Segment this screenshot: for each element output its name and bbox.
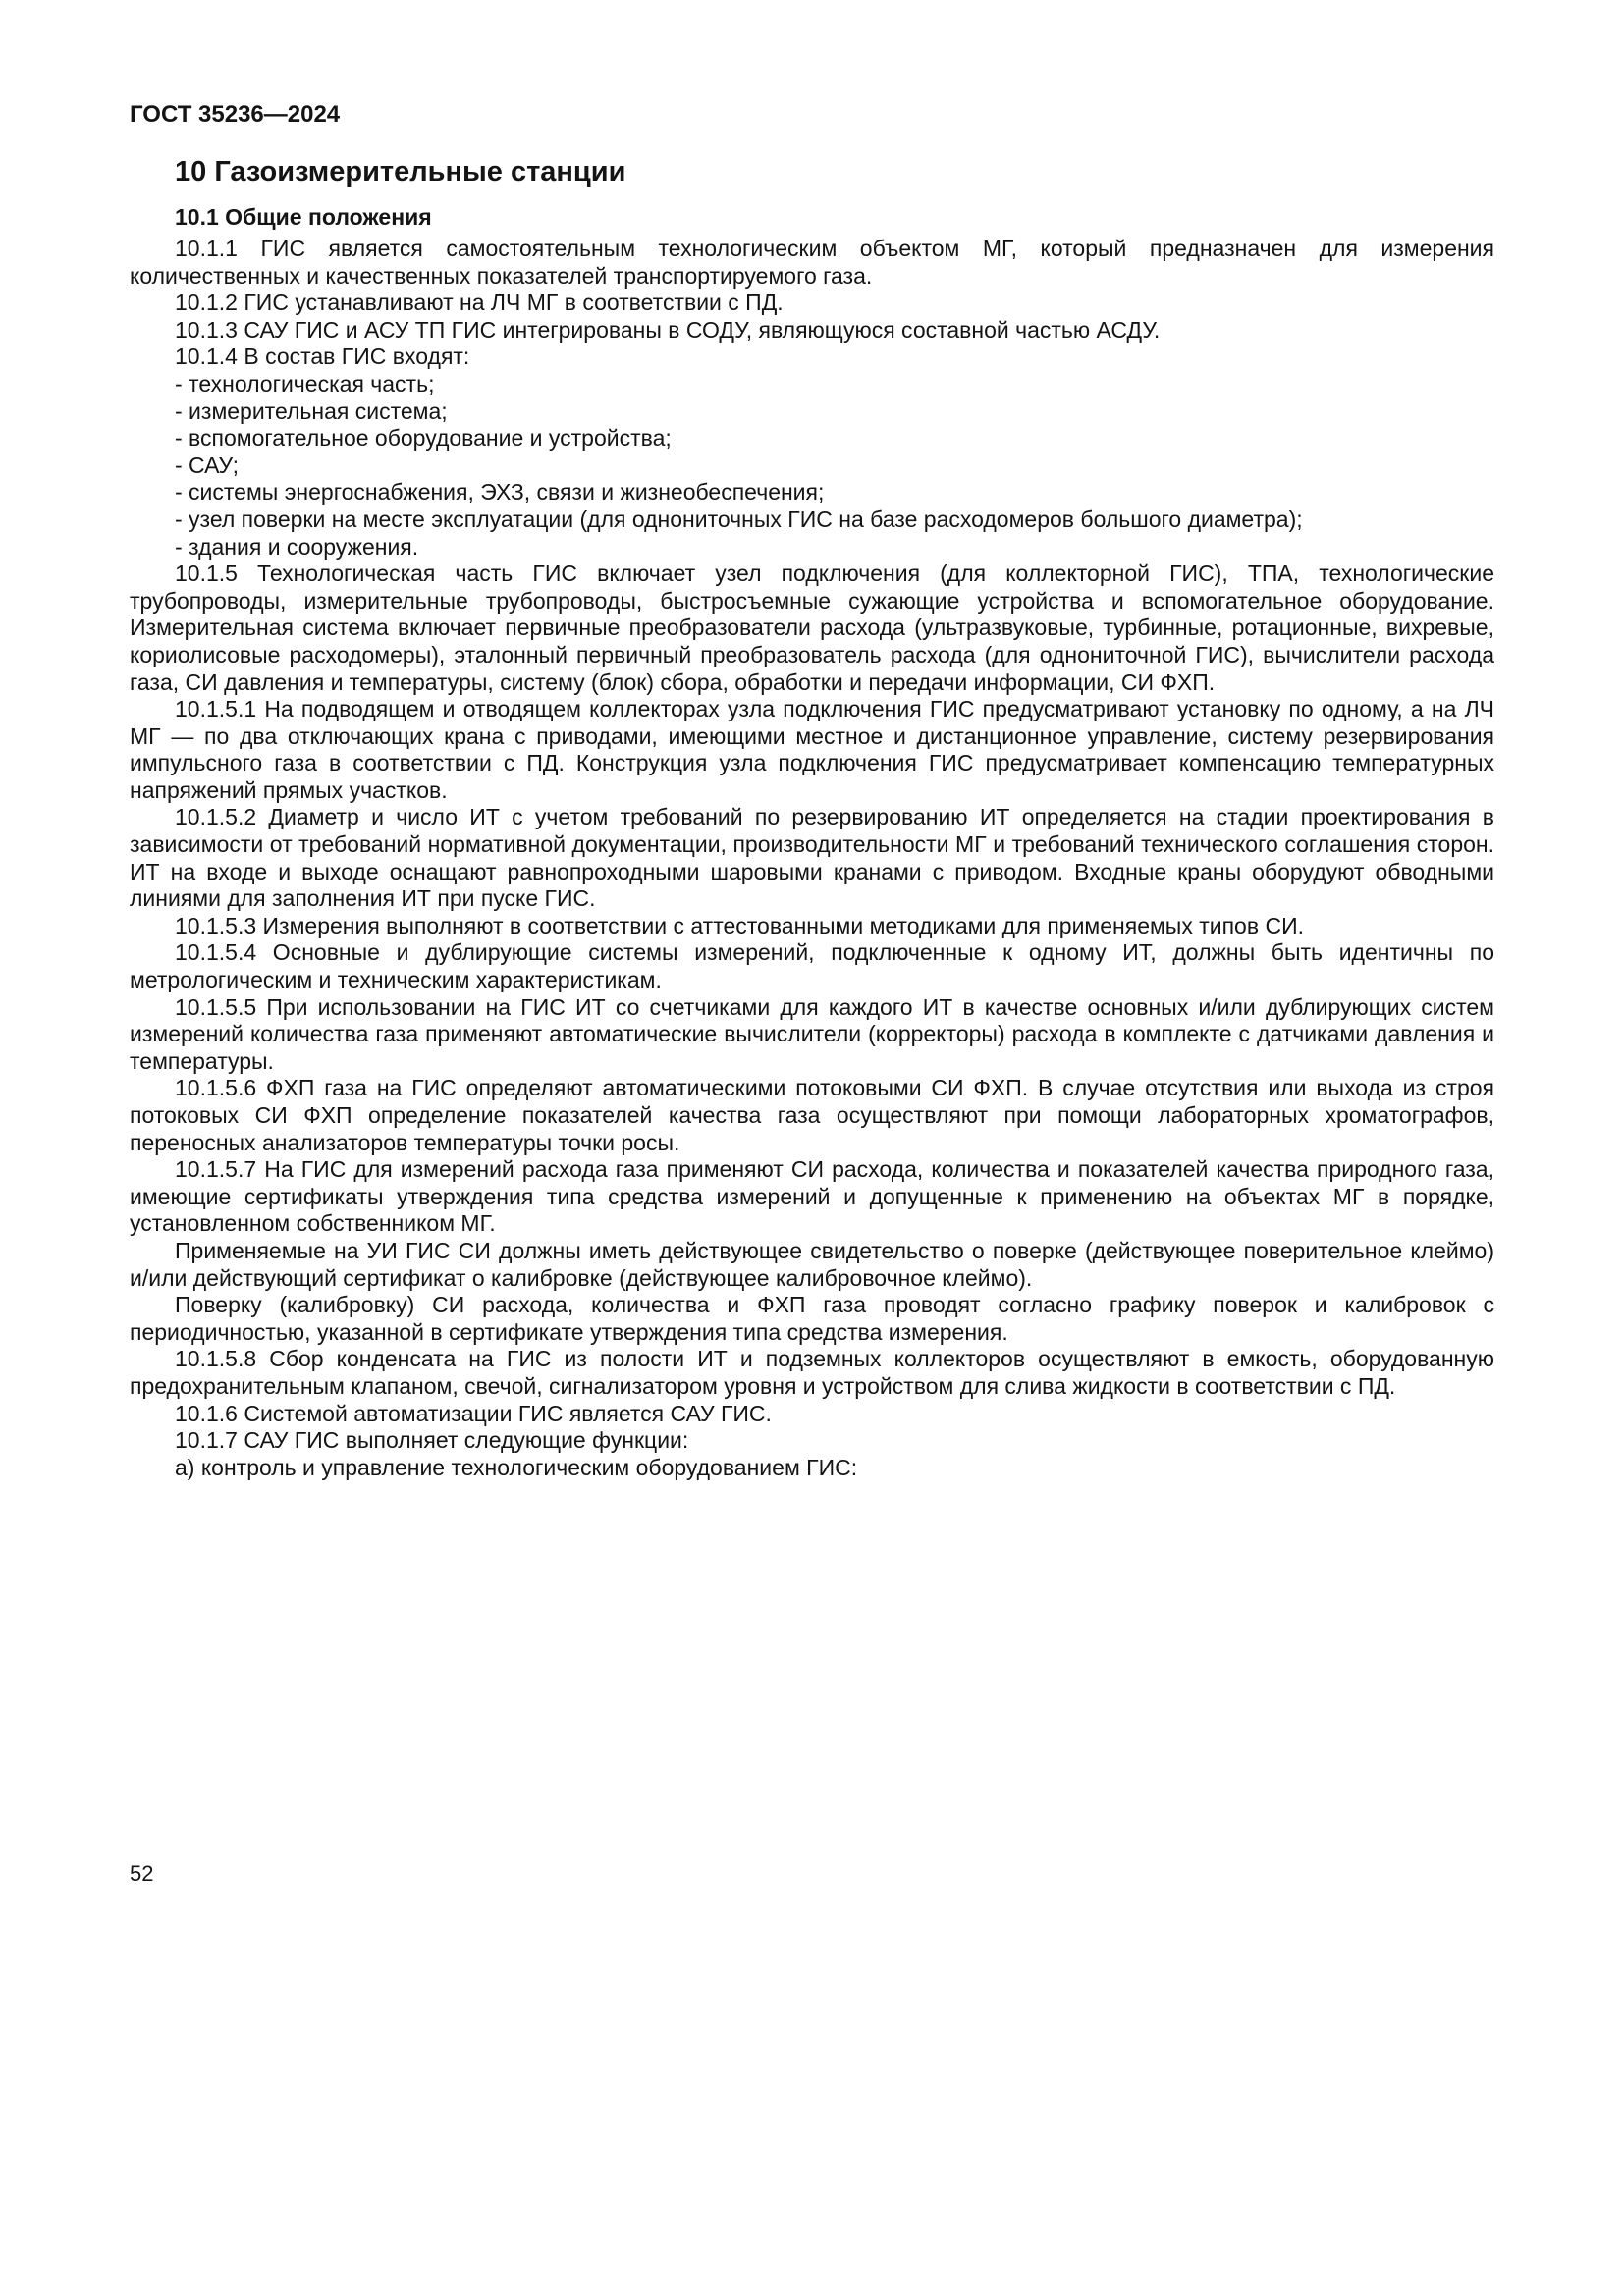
list-item: - технологическая часть; — [175, 370, 435, 397]
list-item: - САУ; — [175, 452, 239, 478]
clause-10-1-5-5: 10.1.5.5 При использовании на ГИС ИТ со счетчиками для каждого ИТ в качестве основных и/или дублирующих систем измерений количества газа применяют автоматические вычислители (корректоры) расхода в комплекте с датчиками давления и температуры. — [130, 993, 1494, 1074]
clause-continuation: Поверку (калибровку) СИ расхода, количества и ФХП газа проводят согласно графику поверок и калибровок с периодичностью, указанной в сертификате утверждения типа средства измерения. — [130, 1292, 1494, 1345]
section-title: 10 Газоизмерительные станции — [175, 156, 626, 187]
clause-10-1-5-6: 10.1.5.6 ФХП газа на ГИС определяют автоматическими потоковыми СИ ФХП. В случае отсутствия или выхода из строя потоковых СИ ФХП определение показателей качества газа осуществляют при помощи лабораторных хроматографов, переносных анализаторов температуры точки росы. — [130, 1075, 1494, 1155]
list-item: - вспомогательное оборудование и устройства; — [175, 425, 672, 452]
document-number: ГОСТ 35236—2024 — [130, 101, 341, 128]
clause-10-1-5-3: 10.1.5.3 Измерения выполняют в соответствии с аттестованными методиками для применяемых типов СИ. — [175, 912, 1304, 938]
list-item: - измерительная система; — [175, 398, 448, 424]
clause-10-1-3: 10.1.3 САУ ГИС и АСУ ТП ГИС интегрированы в СОДУ, являющуюся составной частью АСДУ. — [175, 316, 1161, 343]
clause-10-1-4: 10.1.4 В состав ГИС входят: — [175, 344, 470, 370]
clause-10-1-7: 10.1.7 САУ ГИС выполняет следующие функции: — [175, 1427, 689, 1454]
clause-10-1-5-4: 10.1.5.4 Основные и дублирующие системы измерений, подключенные к одному ИТ, должны быть идентичны по метрологическим и техническим характеристикам. — [130, 939, 1494, 993]
list-item: - здания и сооружения. — [175, 533, 419, 560]
clause-10-1-5-7: 10.1.5.7 На ГИС для измерений расхода газа применяют СИ расхода, количества и показателей качества природного газа, имеющие сертификаты утверждения типа средства измерений и допущенные к применению на объектах МГ в порядке, установленном собственником МГ. — [130, 1156, 1494, 1237]
clause-10-1-2: 10.1.2 ГИС устанавливают на ЛЧ МГ в соответствии с ПД. — [175, 290, 784, 316]
clause-10-1-5-1: 10.1.5.1 На подводящем и отводящем коллекторах узла подключения ГИС предусматривают установку по одному, а на ЛЧ МГ — по два отключающих крана с приводами, имеющими местное и дистанционное управление, систему резервирования импульсного газа в соответствии с ПД. Конструкция узла подключения ГИС предусматривает компенсацию температурных напряжений прямых участков. — [130, 696, 1494, 803]
list-item: - системы энергоснабжения, ЭХЗ, связи и жизнеобеспечения; — [175, 479, 825, 506]
clause-10-1-6: 10.1.6 Системой автоматизации ГИС является САУ ГИС. — [175, 1400, 772, 1426]
body-text — [130, 236, 1494, 1481]
page-number: 52 — [130, 1861, 154, 1886]
clause-list-a: а) контроль и управление технологическим оборудованием ГИС: — [175, 1454, 858, 1480]
clause-10-1-5-2: 10.1.5.2 Диаметр и число ИТ с учетом требований по резервированию ИТ определяется на стадии проектирования в зависимости от требований нормативной документации, производительности МГ и требований технического соглашения сторон. ИТ на входе и выходе оснащают равнопроходными шаровыми кранами с приводом. Входные краны оборудуют обводными линиями для заполнения ИТ при пуске ГИС. — [130, 804, 1494, 912]
clause-continuation: Применяемые на УИ ГИС СИ должны иметь действующее свидетельство о поверке (действующее поверительное клеймо) и/или действующий сертификат о калибровке (действующее калибровочное клеймо). — [130, 1237, 1494, 1291]
list-item: - узел поверки на месте эксплуатации (для однониточных ГИС на базе расходомеров большого диаметра); — [175, 506, 1303, 532]
clause-10-1-5: 10.1.5 Технологическая часть ГИС включает узел подключения (для коллекторной ГИС), ТПА, технологические трубопроводы, измерительные трубопроводы, быстросъемные сужающие устройства и вспомогательное оборудование. Измерительная система включает первичные преобразователи расхода (ультразвуковые, турбинные, ротационные, вихревые, кориолисовые расходомеры), эталонный первичный преобразователь расхода (для однониточной ГИС), вычислители расхода газа, СИ давления и температуры, систему (блок) сбора, обработки и передачи информации, СИ ФХП. — [130, 561, 1494, 695]
clause-10-1-5-8: 10.1.5.8 Сбор конденсата на ГИС из полости ИТ и подземных коллекторов осуществляют в емкость, оборудованную предохранительным клапаном, свечой, сигнализатором уровня и устройством для слива жидкости в соответствии с ПД. — [130, 1346, 1494, 1399]
clause-10-1-1: 10.1.1 ГИС является самостоятельным технологическим объектом МГ, который предназначен для измерения количественных и качественных показателей транспортируемого газа. — [130, 236, 1494, 289]
subsection-title: 10.1 Общие положения — [175, 204, 432, 230]
